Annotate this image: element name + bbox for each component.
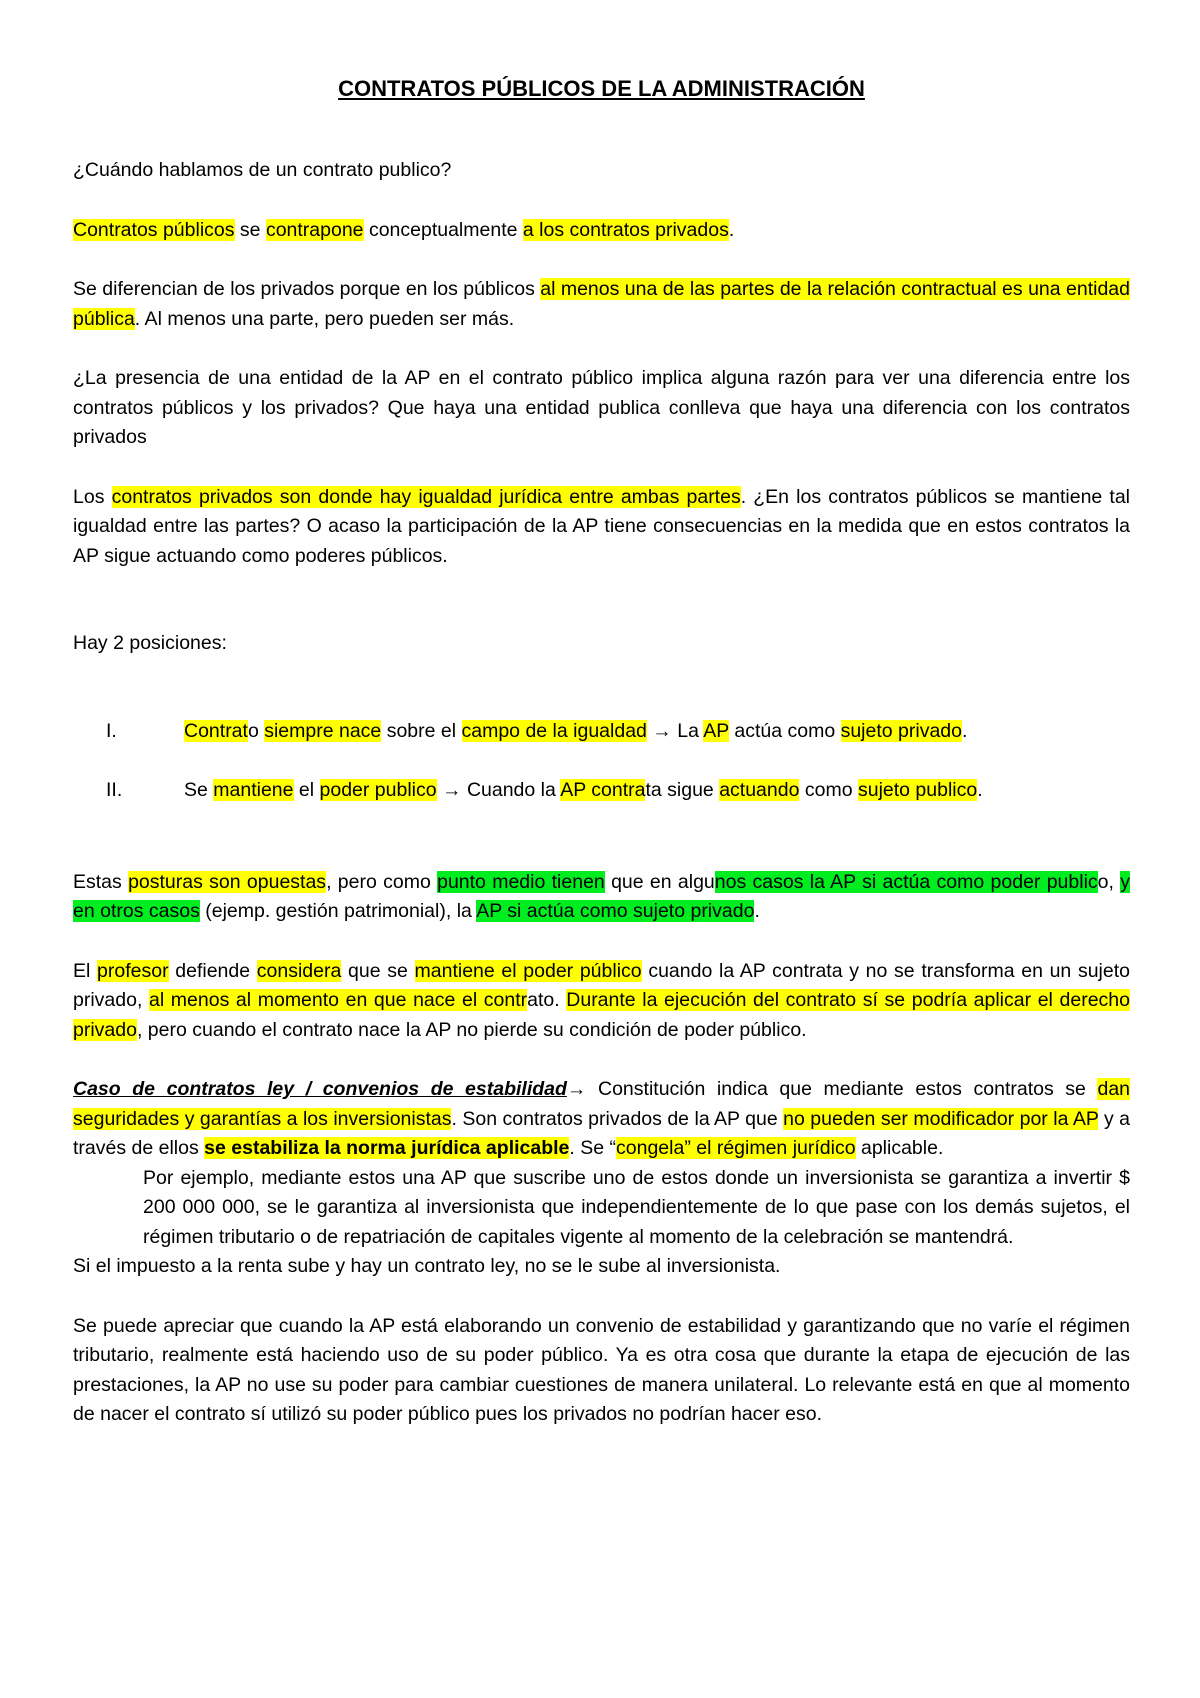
highlight: contratos privados son donde hay igualdad jurídica entre ambas partes [111, 485, 741, 508]
paragraph-contratos-ley: Caso de contratos ley / convenios de estabilidad→ Constitución indica que mediante estos contratos se dan seguridades y garantías a los inversionistas. Son contratos privados de la AP que no pueden ser modificador por la AP y a través de ellos se estabiliza la norma jurídica aplicable. Se “congela” el régimen jurídico aplicable. [73, 1078, 1131, 1159]
paragraph-conclusion: Se puede apreciar que cuando la AP está elaborando un convenio de estabilidad y garantizando que no varíe el régimen tributario, realmente está haciendo uso de su poder público. Ya es otra cosa que durante la etapa de ejecución de las prestaciones, la AP no use su poder para cambiar cuestiones de manera unilateral. Lo relevante está en que al momento de nacer el contrato sí utilizó su poder público pues los privados no podrían hacer eso. [73, 1314, 1130, 1425]
question-paragraph: ¿Cuándo hablamos de un contrato publico? [73, 159, 452, 181]
paragraph-contrapone: Contratos públicos se contrapone conceptualmente a los contratos privados. [73, 218, 735, 241]
highlight: al menos una de las partes de la relación contractual es una entidad pública [73, 278, 1130, 330]
highlight: Contratos públicos [73, 218, 235, 241]
paragraph-igualdad: Los contratos privados son donde hay igualdad jurídica entre ambas partes. ¿En los contratos públicos se mantiene tal igualdad entre las partes? O acaso la participación de la AP tiene consecuencias en la medida que en estos contratos la AP sigue actuando como poderes públicos. [73, 485, 1130, 567]
list-item-ii: II. Se mantiene el poder publico → Cuando la AP contrata sigue actuando como sujeto publico. [73, 776, 1130, 806]
highlight: contrapone [265, 218, 364, 241]
document-title: CONTRATOS PÚBLICOS DE LA ADMINISTRACIÓN [338, 76, 865, 101]
positions-intro: Hay 2 posiciones: [73, 632, 227, 654]
section-heading: Caso de contratos ley / convenios de estabilidad [73, 1078, 567, 1100]
paragraph-impuesto: Si el impuesto a la renta sube y hay un contrato ley, no se le sube al inversionista. [73, 1255, 781, 1277]
list-number: I. [106, 719, 117, 742]
list-number: II. [106, 779, 123, 801]
paragraph-posturas: Estas posturas son opuestas, pero como punto medio tienen que en algunos casos la AP si actúa como poder publico, y en otros casos (ejemp. gestión patrimonial), la AP si actúa como sujeto privado. [73, 870, 1130, 922]
list-item-i: I. Contrato siempre nace sobre el campo de la igualdad → La AP actúa como sujeto privado. [73, 717, 1130, 747]
paragraph-profesor: El profesor defiende considera que se mantiene el poder público cuando la AP contrata y no se transforma en un sujeto privado, al menos al momento en que nace el contrato. Durante la ejecución del contrato sí se podría aplicar el derecho privado, pero cuando el contrato nace la AP no pierde su condición de poder público. [73, 959, 1130, 1041]
paragraph-ejemplo: Por ejemplo, mediante estos una AP que suscribe uno de estos donde un inversionista se garantiza a invertir $ 200 000 000, se le garantiza al inversionista que independientemente de lo que pase con los demás sujetos, el régimen tributario o de repatriación de capitales vigente al momento de la celebración se mantendrá. [143, 1166, 1130, 1248]
highlight: a los contratos privados [522, 218, 729, 241]
paragraph-presencia: ¿La presencia de una entidad de la AP en el contrato público implica alguna razón para ver una diferencia entre los contratos públicos y los privados? Que haya una entidad publica conlleva que haya una diferencia con los contratos privados [73, 367, 1130, 448]
paragraph-diferencian: Se diferencian de los privados porque en los públicos al menos una de las partes de la relación contractual es una entidad pública. Al menos una parte, pero pueden ser más. [73, 278, 1130, 330]
